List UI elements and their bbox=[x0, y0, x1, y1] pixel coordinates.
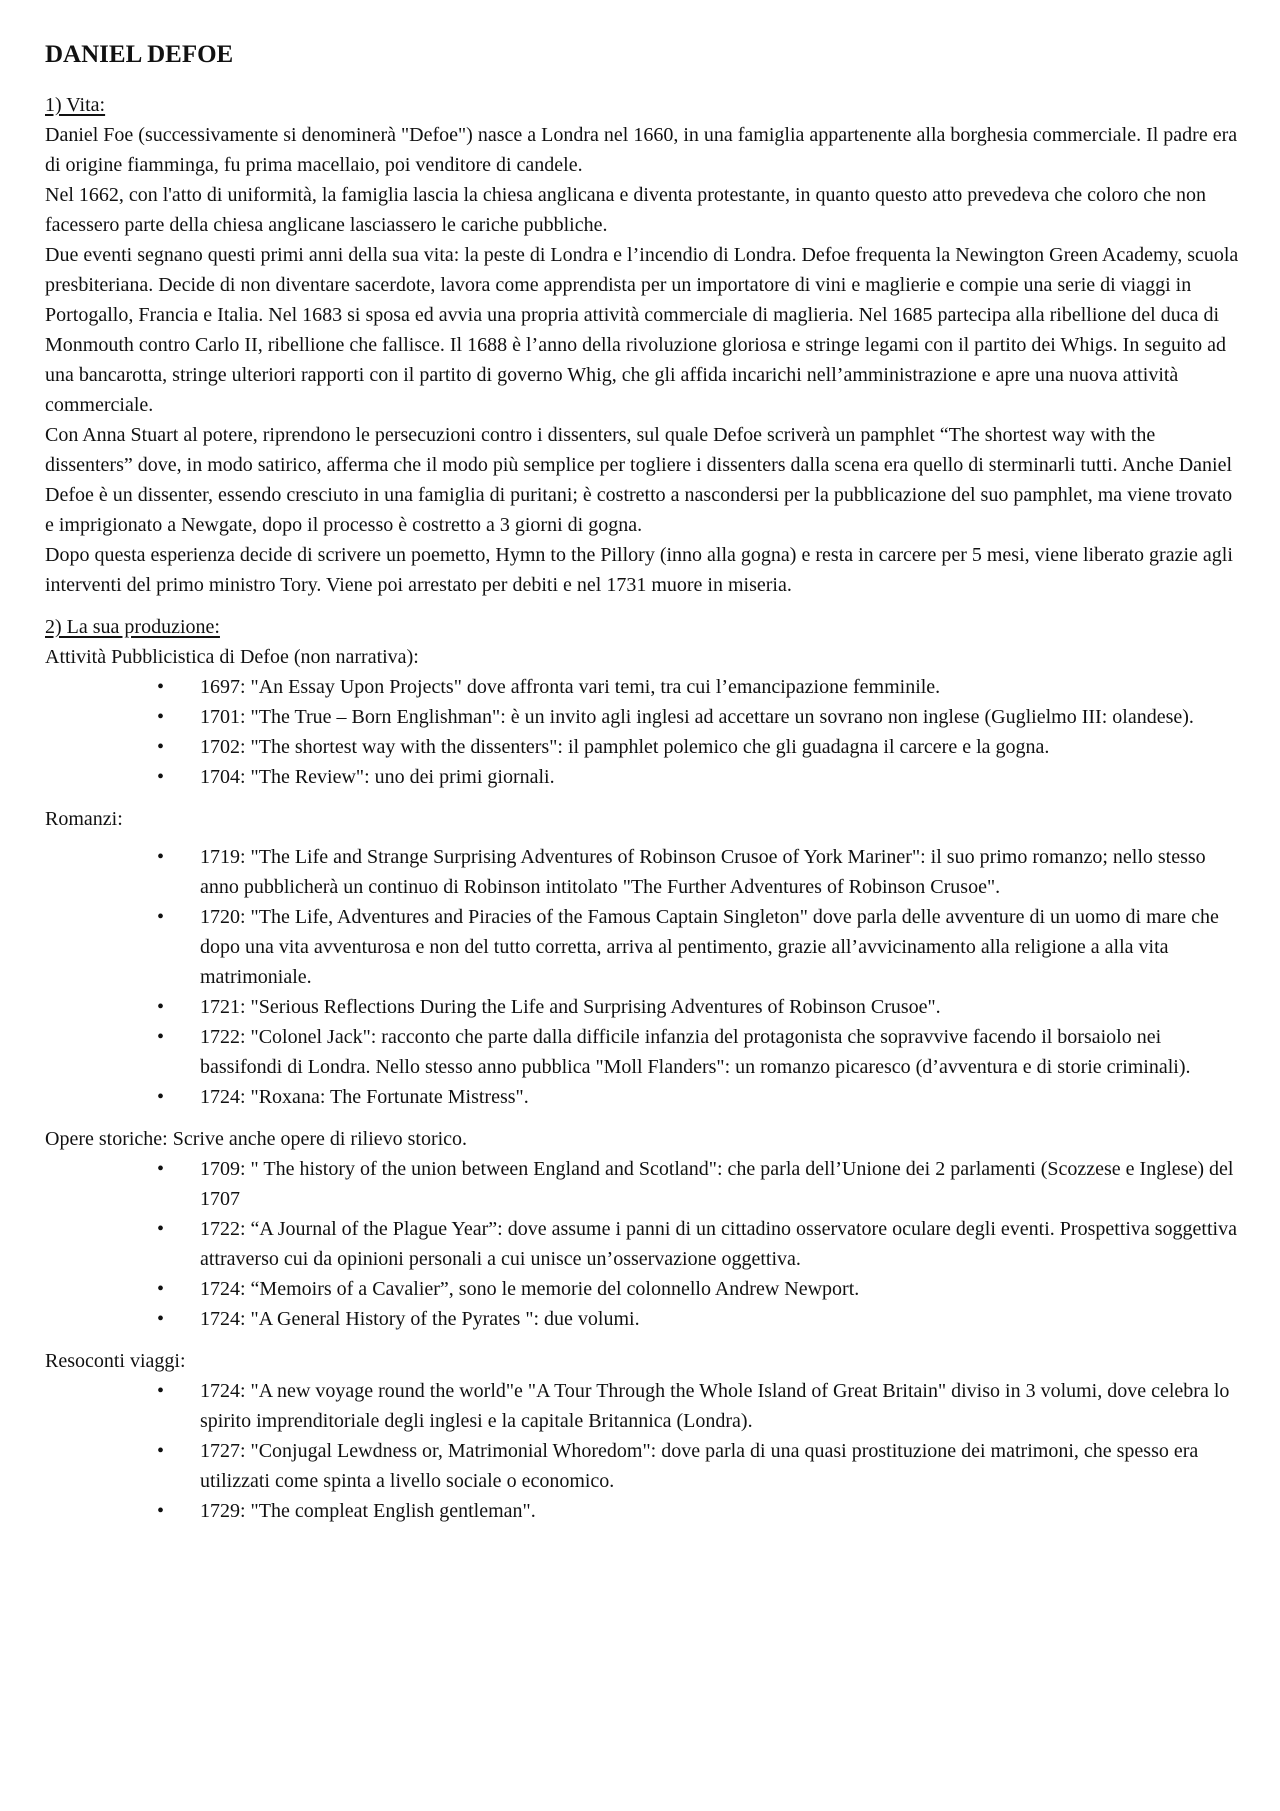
list-romanzi bbox=[45, 842, 1245, 1112]
list-item bbox=[45, 1154, 1245, 1214]
bullet-icon: • bbox=[157, 996, 165, 1018]
list-item bbox=[45, 1214, 1245, 1274]
list-item bbox=[45, 1082, 1245, 1112]
list-item bbox=[45, 902, 1245, 992]
list-item bbox=[45, 992, 1245, 1022]
vita-paragraph: Daniel Foe (successivamente si denominerà "Defoe") nasce a Londra nel 1660, in una famiglia appartenente alla borghesia commerciale. Il padre era di origine fiamminga, fu prima macellaio, poi venditore di candele. bbox=[45, 124, 1238, 176]
bullet-icon: • bbox=[157, 1500, 165, 1522]
list-item-text: 1701: "The True – Born Englishman": è un invito agli inglesi ad accettare un sovrano non inglese (Guglielmo III: olandese). bbox=[200, 706, 1194, 728]
list-item-text: 1719: "The Life and Strange Surprising Adventures of Robinson Crusoe of York Mariner": il suo primo romanzo; nello stesso anno pubblicherà un continuo di Robinson intitolato "The Further Adventures of Robinson Crusoe". bbox=[200, 846, 1206, 898]
vita-paragraph: Con Anna Stuart al potere, riprendono le persecuzioni contro i dissenters, sul quale Defoe scriverà un pamphlet “The shortest way with the dissenters” dove, in modo satirico, afferma che il modo più semplice per togliere i dissenters dalla scena era quello di sterminarli tutti. Anche Daniel Defoe è un dissenter, essendo cresciuto in una famiglia di puritani; è costretto a nascondersi per la pubblicazione del suo pamphlet, ma viene trovato e imprigionato a Newgate, dopo il processo è costretto a 3 giorni di gogna. bbox=[45, 424, 1233, 536]
bullet-icon: • bbox=[157, 1308, 165, 1330]
subsection-label-viaggi: Resoconti viaggi: bbox=[45, 1350, 186, 1372]
subsection-label-romanzi: Romanzi: bbox=[45, 808, 123, 830]
list-item bbox=[45, 1274, 1245, 1304]
list-item bbox=[45, 1436, 1245, 1496]
vita-paragraph: Nel 1662, con l'atto di uniformità, la famiglia lascia la chiesa anglicana e diventa protestante, in quanto questo atto prevedeva che coloro che non facessero parte della chiesa anglicane lasciassero le cariche pubbliche. bbox=[45, 184, 1206, 236]
list-item-text: 1727: "Conjugal Lewdness or, Matrimonial Whoredom": dove parla di una quasi prostituzione dei matrimoni, che spesso era utilizzati come spinta a livello sociale o economico. bbox=[200, 1440, 1199, 1492]
list-storiche bbox=[45, 1154, 1245, 1334]
bullet-icon: • bbox=[157, 676, 165, 698]
document-title: DANIEL DEFOE bbox=[45, 41, 234, 68]
list-item bbox=[45, 1304, 1245, 1334]
list-item bbox=[45, 702, 1245, 732]
list-item-text: 1722: “A Journal of the Plague Year”: dove assume i panni di un cittadino osservatore oculare degli eventi. Prospettiva soggettiva attraverso cui da opinioni personali a cui unisce un’osservazione oggettiva. bbox=[200, 1218, 1237, 1270]
bullet-icon: • bbox=[157, 846, 165, 868]
section-heading-produzione: 2) La sua produzione: bbox=[45, 616, 220, 638]
list-item-text: 1724: "A General History of the Pyrates ": due volumi. bbox=[200, 1308, 640, 1330]
bullet-icon: • bbox=[157, 1086, 165, 1108]
list-item bbox=[45, 672, 1245, 702]
list-viaggi bbox=[45, 1376, 1245, 1526]
list-pubblicistica bbox=[45, 672, 1245, 792]
bullet-icon: • bbox=[157, 736, 165, 758]
bullet-icon: • bbox=[157, 1278, 165, 1300]
list-item bbox=[45, 1496, 1245, 1526]
list-item-text: 1709: " The history of the union between England and Scotland": che parla dell’Unione dei 2 parlamenti (Scozzese e Inglese) del 1707 bbox=[200, 1158, 1234, 1210]
bullet-icon: • bbox=[157, 1158, 165, 1180]
list-item-text: 1724: "Roxana: The Fortunate Mistress". bbox=[200, 1086, 529, 1108]
bullet-icon: • bbox=[157, 766, 165, 788]
bullet-icon: • bbox=[157, 1218, 165, 1240]
vita-paragraph: Dopo questa esperienza decide di scrivere un poemetto, Hymn to the Pillory (inno alla gogna) e resta in carcere per 5 mesi, viene liberato grazie agli interventi del primo ministro Tory. Viene poi arrestato per debiti e nel 1731 muore in miseria. bbox=[45, 544, 1233, 596]
bullet-icon: • bbox=[157, 1380, 165, 1402]
bullet-icon: • bbox=[157, 906, 165, 928]
bullet-icon: • bbox=[157, 1440, 165, 1462]
list-item bbox=[45, 1376, 1245, 1436]
list-item bbox=[45, 842, 1245, 902]
section-heading-vita: 1) Vita: bbox=[45, 94, 106, 116]
list-item-text: 1721: "Serious Reflections During the Life and Surprising Adventures of Robinson Crusoe". bbox=[200, 996, 941, 1018]
list-item-text: 1724: "A new voyage round the world"e "A Tour Through the Whole Island of Great Britain" diviso in 3 volumi, dove celebra lo spirito imprenditoriale degli inglesi e la capitale Britannica (Londra). bbox=[200, 1380, 1230, 1432]
subsection-label-pubblicistica: Attività Pubblicistica di Defoe (non narrativa): bbox=[45, 646, 419, 668]
list-item-text: 1722: "Colonel Jack": racconto che parte dalla difficile infanzia del protagonista che sopravvive facendo il borsaiolo nei bassifondi di Londra. Nello stesso anno pubblica "Moll Flanders": un romanzo picaresco (d’avventura e di storie criminali). bbox=[200, 1026, 1191, 1078]
list-item-text: 1704: "The Review": uno dei primi giornali. bbox=[200, 766, 555, 788]
list-item bbox=[45, 762, 1245, 792]
subsection-label-storiche: Opere storiche: Scrive anche opere di rilievo storico. bbox=[45, 1128, 468, 1150]
vita-paragraph: Due eventi segnano questi primi anni della sua vita: la peste di Londra e l’incendio di Londra. Defoe frequenta la Newington Green Academy, scuola presbiteriana. Decide di non diventare sacerdote, lavora come apprendista per un importatore di vini e maglierie e compie una serie di viaggi in Portogallo, Francia e Italia. Nel 1683 si sposa ed avvia una propria attività commerciale di maglieria. Nel 1685 partecipa alla ribellione del duca di Monmouth contro Carlo II, ribellione che fallisce. Il 1688 è l’anno della rivoluzione gloriosa e stringe legami con il partito dei Whigs. In seguito ad una bancarotta, stringe ulteriori rapporti con il partito di governo Whig, che gli affida incarichi nell’amministrazione e apre una nuova attività commerciale. bbox=[45, 244, 1239, 416]
list-item-text: 1729: "The compleat English gentleman". bbox=[200, 1500, 536, 1522]
list-item-text: 1697: "An Essay Upon Projects" dove affronta vari temi, tra cui l’emancipazione femminile. bbox=[200, 676, 941, 698]
bullet-icon: • bbox=[157, 706, 165, 728]
list-item-text: 1702: "The shortest way with the dissenters": il pamphlet polemico che gli guadagna il carcere e la gogna. bbox=[200, 736, 1050, 758]
list-item bbox=[45, 1022, 1245, 1082]
bullet-icon: • bbox=[157, 1026, 165, 1048]
list-item bbox=[45, 732, 1245, 762]
list-item-text: 1724: “Memoirs of a Cavalier”, sono le memorie del colonnello Andrew Newport. bbox=[200, 1278, 860, 1300]
list-item-text: 1720: "The Life, Adventures and Piracies of the Famous Captain Singleton" dove parla delle avventure di un uomo di mare che dopo una vita avventurosa e non del tutto corretta, arriva al pentimento, grazie all’avvicinamento alla religione a alla vita matrimoniale. bbox=[200, 906, 1219, 988]
document-page bbox=[45, 40, 1245, 1526]
